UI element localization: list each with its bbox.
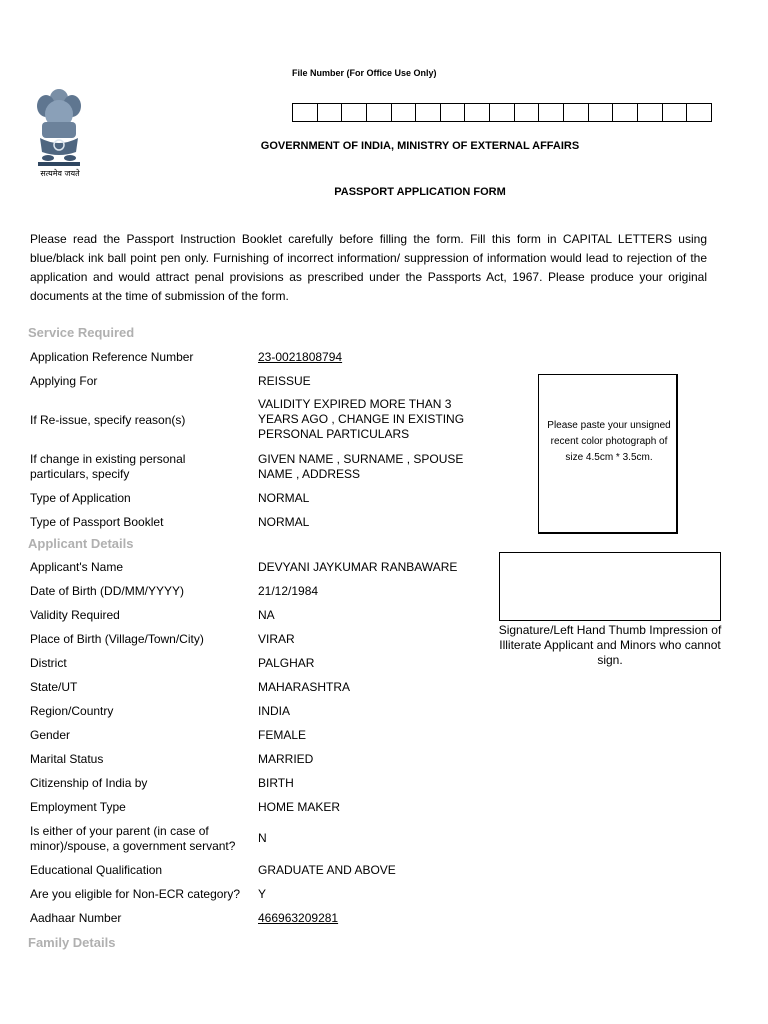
emblem-motto: सत्यमेव जयते (40, 169, 80, 178)
field-value: Y (258, 887, 267, 901)
field-label: State/UT (30, 680, 78, 694)
field-label: Place of Birth (Village/Town/City) (30, 632, 204, 646)
field-label: Are you eligible for Non-ECR category? (30, 887, 241, 901)
field-value: N (258, 831, 267, 845)
field-label: Applying For (30, 374, 98, 388)
section-applicant-details: Applicant Details (28, 536, 134, 551)
field-label: Educational Qualification (30, 863, 163, 877)
field-value: PALGHAR (258, 656, 315, 670)
field-label: Marital Status (30, 752, 104, 766)
field-value: 23-0021808794 (258, 350, 343, 364)
field-label: Type of Application (30, 491, 131, 505)
government-title: GOVERNMENT OF INDIA, MINISTRY OF EXTERNAL AFFAIRS (260, 140, 580, 152)
field-value: NORMAL (258, 515, 310, 529)
field-value: MAHARASHTRA (258, 680, 351, 694)
field-label: If change in existing personal particulars, specify (30, 452, 186, 481)
field-value: FEMALE (258, 728, 307, 742)
field-label: Employment Type (30, 800, 126, 814)
field-value: NORMAL (258, 491, 310, 505)
section-service-required: Service Required (28, 325, 135, 340)
form-title: PASSPORT APPLICATION FORM (334, 186, 506, 198)
field-label: Application Reference Number (30, 350, 194, 364)
field-value: NA (258, 608, 275, 622)
field-label: Type of Passport Booklet (30, 515, 164, 529)
field-label: Aadhaar Number (30, 911, 122, 925)
file-number-boxes (292, 103, 712, 122)
section-family-details: Family Details (28, 935, 116, 950)
field-label: Is either of your parent (in case of minor)/spouse, a government servant? (30, 824, 236, 853)
field-value: VALIDITY EXPIRED MORE THAN 3 YEARS AGO , CHANGE IN EXISTING PERSONAL PARTICULARS (258, 397, 465, 441)
signature-caption: Signature/Left Hand Thumb Impression of Illiterate Applicant and Minors who cannot sign. (498, 623, 722, 667)
field-label: District (30, 656, 67, 670)
field-label: Citizenship of India by (30, 776, 148, 790)
signature-box (499, 552, 721, 621)
field-label: If Re-issue, specify reason(s) (30, 413, 186, 427)
field-label: Validity Required (30, 608, 120, 622)
field-value: BIRTH (258, 776, 294, 790)
field-value: MARRIED (258, 752, 314, 766)
field-label: Region/Country (30, 704, 114, 718)
field-value: GRADUATE AND ABOVE (258, 863, 396, 877)
field-value: 466963209281 (258, 911, 339, 925)
field-value: VIRAR (258, 632, 295, 646)
field-label: Applicant's Name (30, 560, 123, 574)
field-value: 21/12/1984 (258, 584, 319, 598)
field-label: Date of Birth (DD/MM/YYYY) (30, 584, 185, 598)
file-number-label: File Number (For Office Use Only) (292, 68, 437, 78)
photo-instruction: Please paste your unsigned recent color photograph of size 4.5cm * 3.5cm. (547, 420, 671, 463)
field-value: INDIA (258, 704, 291, 718)
field-value: DEVYANI JAYKUMAR RANBAWARE (258, 560, 458, 574)
field-value: HOME MAKER (258, 800, 341, 814)
instruction-paragraph: Please read the Passport Instruction Booklet carefully before filling the form. Fill this form in CAPITAL LETTERS using blue/black ink ball point pen only. Furnishing of incorrect information/ suppression of information would lead to rejection of the application and would attract penal provisions as prescribed under the Passports Act, 1967. Please produce your original documents at the time of submission of the form. (30, 232, 707, 303)
field-value: GIVEN NAME , SURNAME , SPOUSE NAME , ADDRESS (258, 452, 464, 481)
field-value: REISSUE (258, 374, 311, 388)
field-label: Gender (30, 728, 71, 742)
